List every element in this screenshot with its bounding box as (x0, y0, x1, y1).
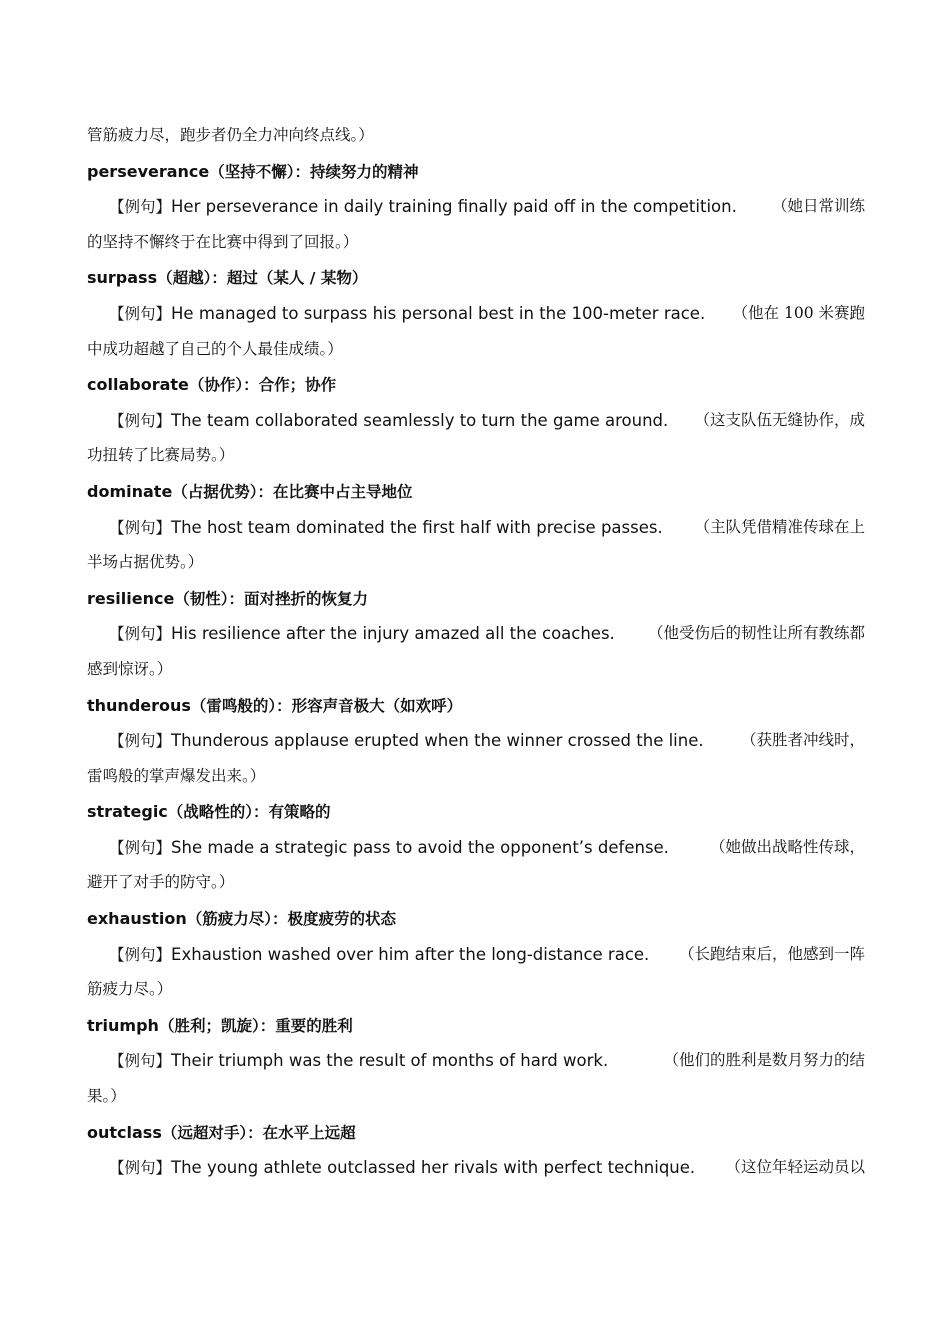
example-english: Her perseverance in daily training finally paid off in the competition. (171, 197, 737, 217)
example-chinese-continuation: 雷鸣般的掌声爆发出来。） (87, 766, 266, 785)
entry-word: strategic (87, 802, 168, 822)
entry-word: collaborate (87, 375, 189, 395)
entry-word: exhaustion (87, 909, 187, 929)
example-tag: 【例句】 (109, 945, 172, 964)
entry-gloss: （韧性）：面对挫折的恢复力 (174, 589, 369, 608)
example-line (87, 189, 865, 225)
example-chinese-continuation: 避开了对手的防守。） (87, 873, 235, 892)
example-chinese: （长跑结束后，他感到一阵 (678, 944, 865, 963)
example-line (87, 723, 865, 759)
entry-heading (87, 154, 865, 190)
example-english: The host team dominated the first half with precise passes. (171, 517, 663, 537)
example-line (87, 937, 865, 973)
entry-word: outclass (87, 1122, 162, 1142)
example-chinese-continuation: 半场占据优势。） (87, 553, 204, 572)
example-line (87, 830, 865, 866)
entry-word: triumph (87, 1015, 159, 1035)
entry-gloss: （占据优势）：在比赛中占主导地位 (172, 482, 413, 501)
example-chinese: （这支队伍无缝协作，成 (694, 410, 865, 429)
entry-heading (87, 474, 865, 510)
entry-gloss: （胜利；凯旋）：重要的胜利 (158, 1016, 353, 1035)
example-chinese-continuation: 功扭转了比赛局势。） (87, 446, 235, 465)
example-line (87, 1150, 865, 1186)
entry-heading (87, 581, 865, 617)
example-chinese-continuation: 中成功超越了自己的个人最佳成绩。） (87, 339, 343, 358)
example-chinese: （他在 100 米赛跑 (732, 303, 865, 322)
example-line (87, 1043, 865, 1079)
entry-heading (87, 688, 865, 724)
entry-heading (87, 367, 865, 403)
example-tag: 【例句】 (109, 838, 172, 857)
example-english: He managed to surpass his personal best in the 100-meter race. (171, 303, 706, 323)
example-english: Thunderous applause erupted when the winner crossed the line. (171, 731, 704, 751)
example-chinese: （他受伤后的韧性让所有教练都 (647, 624, 865, 643)
example-chinese: （主队凭借精准传球在上 (694, 517, 865, 536)
example-chinese: （他们的胜利是数月努力的结 (663, 1051, 865, 1070)
entry-gloss: （超越）：超过（某人 / 某物） (157, 269, 368, 288)
example-chinese: （她日常训练 (771, 197, 865, 216)
example-tag: 【例句】 (109, 411, 172, 430)
example-tag: 【例句】 (109, 1159, 172, 1178)
entry-gloss: （协作）：合作；协作 (188, 376, 337, 395)
entry-word: resilience (87, 588, 175, 608)
entry-heading (87, 901, 865, 937)
example-tag: 【例句】 (109, 304, 172, 323)
example-tag: 【例句】 (109, 1052, 172, 1071)
entry-heading (87, 1008, 865, 1044)
example-tag: 【例句】 (109, 732, 172, 751)
example-line (87, 616, 865, 652)
example-tag: 【例句】 (109, 625, 172, 644)
entry-word: surpass (87, 268, 158, 288)
entry-gloss: （战略性的）：有策略的 (167, 803, 331, 822)
entry-word: thunderous (87, 695, 191, 715)
entry-gloss: （雷鸣般的）：形容声音极大（如欢呼） (190, 696, 463, 715)
example-tag: 【例句】 (109, 518, 172, 537)
example-chinese-continuation: 的坚持不懈终于在比赛中得到了回报。） (87, 232, 359, 251)
example-line (87, 296, 865, 332)
example-english: Exhaustion washed over him after the long-distance race. (171, 944, 650, 964)
example-chinese: （她做出战略性传球， (709, 837, 865, 856)
example-english: The team collaborated seamlessly to turn the game around. (171, 410, 669, 430)
example-english: Their triumph was the result of months of hard work. (171, 1051, 609, 1071)
example-tag: 【例句】 (109, 198, 172, 217)
example-chinese: （获胜者冲线时， (740, 731, 865, 750)
example-chinese-continuation: 感到惊讶。） (87, 659, 173, 678)
example-chinese-continuation: 筋疲力尽。） (87, 980, 173, 999)
entry-heading (87, 1115, 865, 1151)
entry-gloss: （筋疲力尽）：极度疲劳的状态 (186, 910, 397, 929)
example-chinese: （这位年轻运动员以 (725, 1158, 865, 1177)
entry-word: perseverance (87, 161, 210, 181)
entry-gloss: （坚持不懈）：持续努力的精神 (209, 162, 419, 181)
example-line (87, 403, 865, 439)
entry-heading (87, 260, 865, 296)
example-chinese-continuation: 果。） (87, 1087, 126, 1106)
example-english: The young athlete outclassed her rivals with perfect technique. (171, 1158, 696, 1178)
entry-gloss: （远超对手）：在水平上远超 (161, 1123, 356, 1142)
example-english: She made a strategic pass to avoid the opponent’s defense. (171, 837, 669, 857)
entry-word: dominate (87, 481, 173, 501)
document-page (87, 118, 865, 1186)
entry-heading (87, 794, 865, 830)
intro-continuation: 管筋疲力尽，跑步者仍全力冲向终点线。） (87, 126, 374, 144)
example-english: His resilience after the injury amazed all the coaches. (171, 624, 615, 644)
example-line (87, 510, 865, 546)
